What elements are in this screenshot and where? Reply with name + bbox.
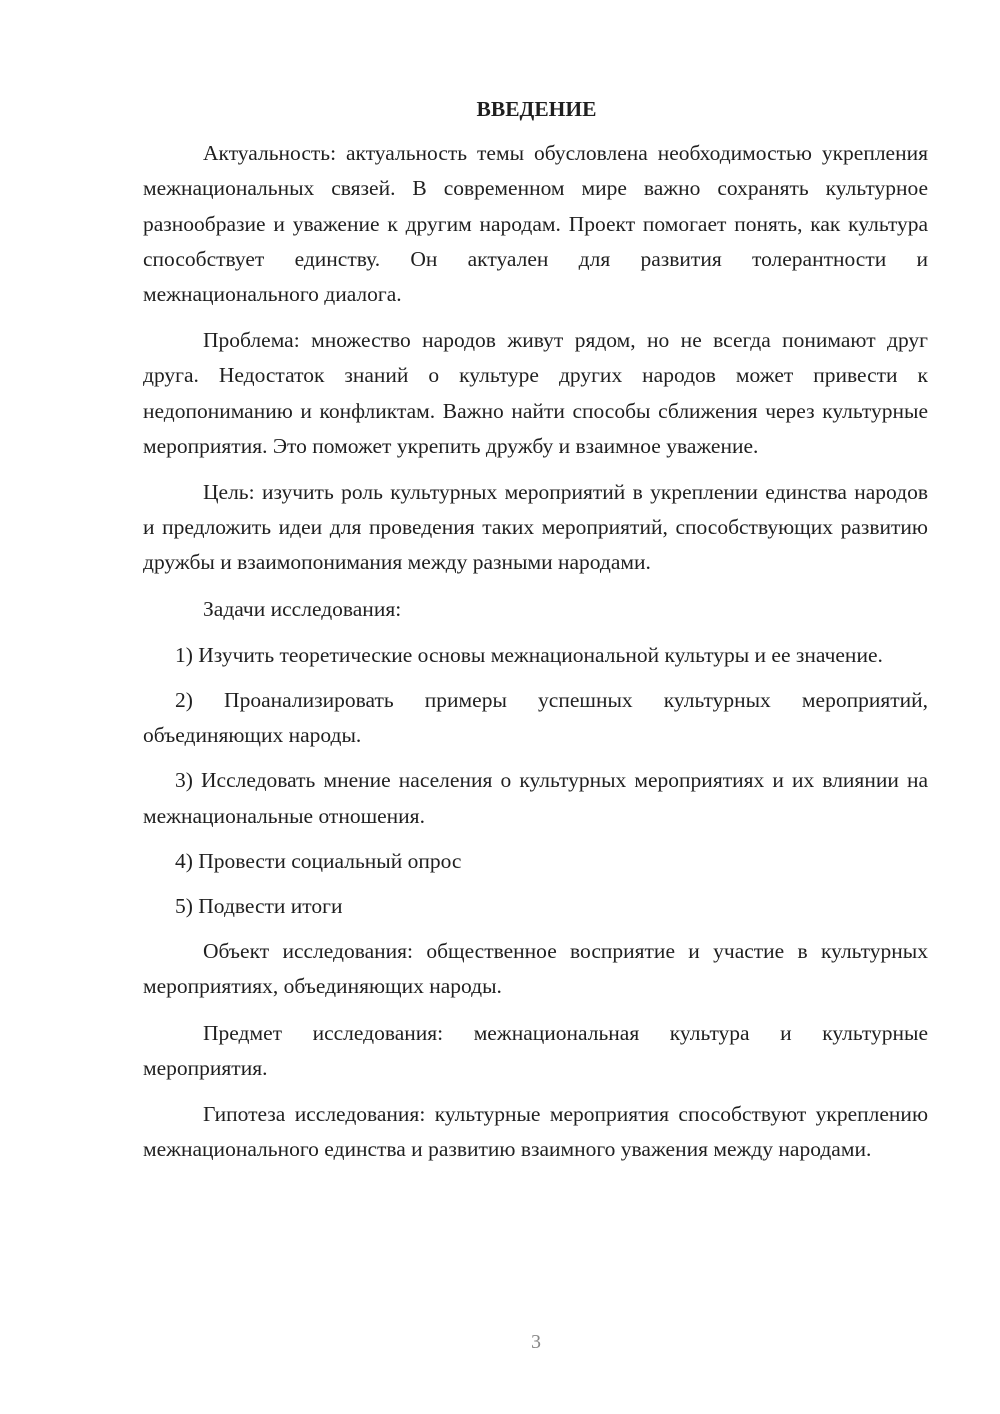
task-item-5: 5) Подвести итоги (175, 894, 343, 919)
task-item-4: 4) Провести социальный опрос (175, 848, 462, 873)
task-item-2: 2) Проанализировать примеры успешных культурных мероприятий, объединяющих народы. (143, 688, 928, 748)
task-item-3: 3) Исследовать мнение населения о культурных мероприятиях и их влиянии на межнациональные отношения. (143, 768, 928, 828)
page-number: 3 (531, 1331, 541, 1353)
hypothesis-paragraph: Гипотеза исследования: культурные мероприятия способствуют укреплению межнационального единства и развитию взаимного уважения между народами. (143, 1102, 928, 1162)
problem-paragraph: Проблема: множество народов живут рядом, но не всегда понимают друг друга. Недостаток знаний о культуре других народов может привести к недопониманию и конфликтам. Важно найти способы сближения через культурные мероприятия. Это поможет укрепить дружбу и взаимное уважение. (143, 328, 928, 458)
goal-paragraph: Цель: изучить роль культурных мероприятий в укреплении единства народов и предложить идеи для проведения таких мероприятий, способствующих развитию дружбы и взаимопонимания между разными народами. (143, 480, 928, 575)
relevance-paragraph: Актуальность: актуальность темы обусловлена необходимостью укрепления межнациональных связей. В современном мире важно сохранять культурное разнообразие и уважение к другим народам. Проект помогает понять, как культура способствует единству. Он актуален для развития толерантности и межнационального диалога. (143, 141, 928, 307)
task-item-1: 1) Изучить теоретические основы межнациональной культуры и ее значение. (175, 642, 883, 667)
tasks-heading: Задачи исследования: (203, 596, 402, 621)
subject-paragraph: Предмет исследования: межнациональная культура и культурные мероприятия. (143, 1020, 928, 1080)
object-paragraph: Объект исследования: общественное восприятие и участие в культурных мероприятиях, объединяющих народы. (143, 939, 928, 999)
document-page (143, 92, 928, 1178)
document-title: ВВЕДЕНИЕ (476, 97, 597, 121)
